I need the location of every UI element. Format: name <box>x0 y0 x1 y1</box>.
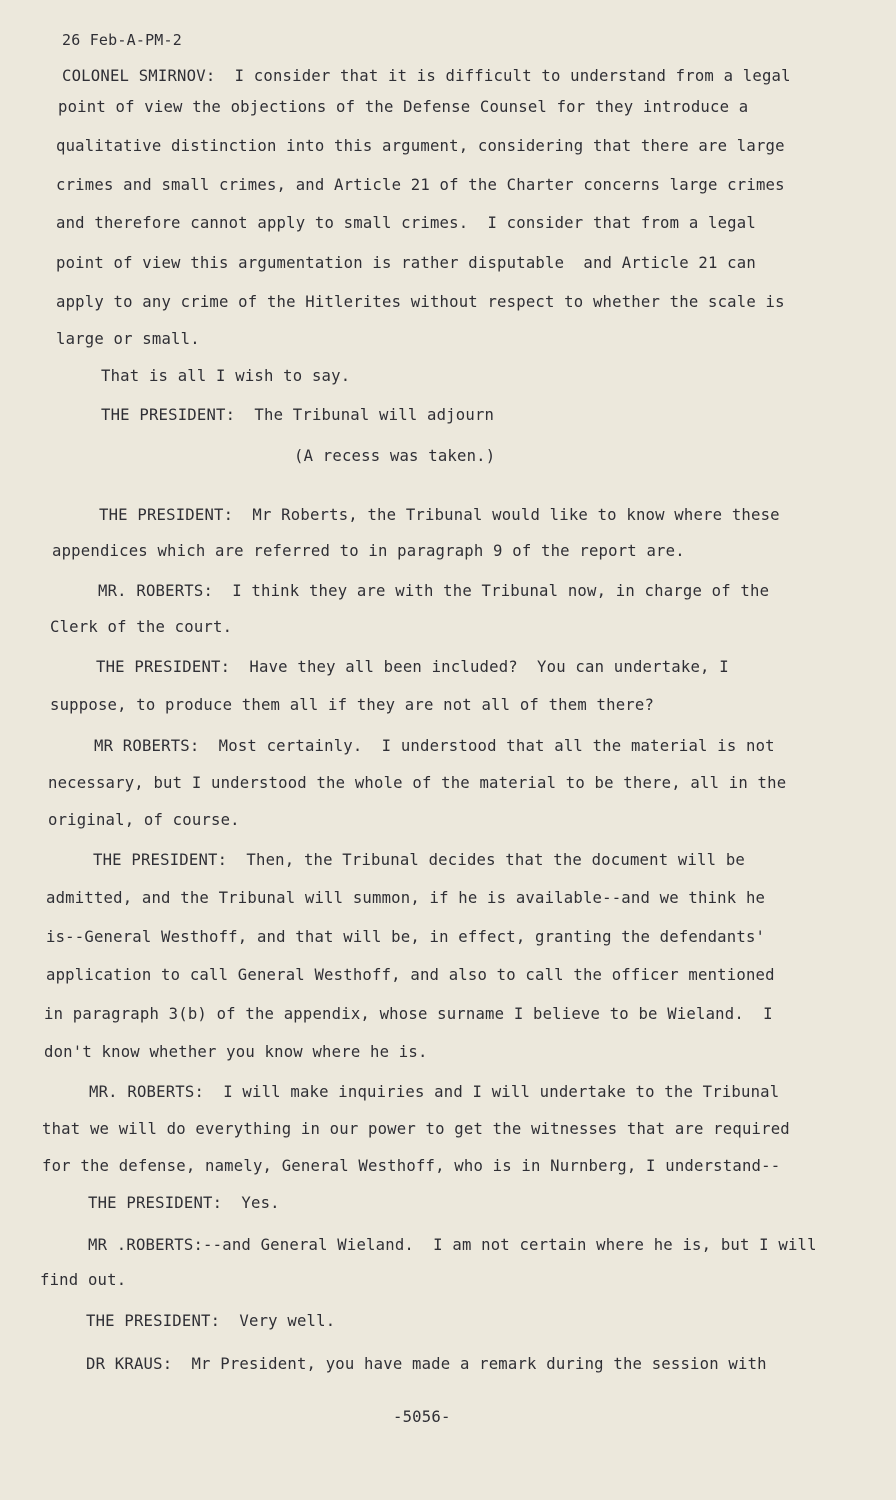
transcript-line: original, of course. <box>48 811 240 829</box>
transcript-line: for the defense, namely, General Westhoff, who is in Nurnberg, I understand-- <box>42 1157 781 1175</box>
recess-note: (A recess was taken.) <box>294 447 496 465</box>
page-reference: 26 Feb-A-PM-2 <box>62 31 182 49</box>
transcript-line: MR ROBERTS: Most certainly. I understood that all the material is not <box>94 737 775 755</box>
transcript-line: COLONEL SMIRNOV: I consider that it is difficult to understand from a legal <box>62 67 791 85</box>
transcript-line: application to call General Westhoff, and also to call the officer mentioned <box>46 966 775 984</box>
transcript-line: admitted, and the Tribunal will summon, if he is available--and we think he <box>46 889 766 907</box>
transcript-line: that we will do everything in our power to get the witnesses that are required <box>42 1120 790 1138</box>
transcript-line: appendices which are referred to in paragraph 9 of the report are. <box>52 542 685 560</box>
transcript-line: suppose, to produce them all if they are not all of them there? <box>50 696 655 714</box>
transcript-line: THE PRESIDENT: The Tribunal will adjourn <box>101 406 495 424</box>
transcript-line: THE PRESIDENT: Then, the Tribunal decides that the document will be <box>93 851 745 869</box>
transcript-line: in paragraph 3(b) of the appendix, whose surname I believe to be Wieland. I <box>44 1005 773 1023</box>
transcript-line: is--General Westhoff, and that will be, in effect, granting the defendants' <box>46 928 766 946</box>
transcript-line: That is all I wish to say. <box>101 367 351 385</box>
transcript-line: point of view this argumentation is rather disputable and Article 21 can <box>56 254 756 272</box>
transcript-line: crimes and small crimes, and Article 21 of the Charter concerns large crimes <box>56 176 785 194</box>
transcript-line: MR. ROBERTS: I think they are with the Tribunal now, in charge of the <box>98 582 770 600</box>
transcript-line: Clerk of the court. <box>50 618 233 636</box>
transcript-line: THE PRESIDENT: Yes. <box>88 1194 280 1212</box>
transcript-line: large or small. <box>56 330 200 348</box>
transcript-line: MR .ROBERTS:--and General Wieland. I am not certain where he is, but I will <box>88 1236 817 1254</box>
transcript-line: qualitative distinction into this argument, considering that there are large <box>56 137 785 155</box>
transcript-line: point of view the objections of the Defense Counsel for they introduce a <box>58 98 749 116</box>
transcript-line: find out. <box>40 1271 127 1289</box>
transcript-line: and therefore cannot apply to small crimes. I consider that from a legal <box>56 214 756 232</box>
transcript-line: don't know whether you know where he is. <box>44 1043 428 1061</box>
page-number: -5056- <box>393 1408 451 1426</box>
transcript-line: THE PRESIDENT: Mr Roberts, the Tribunal would like to know where these <box>99 506 780 524</box>
transcript-line: THE PRESIDENT: Have they all been included? You can undertake, I <box>96 658 729 676</box>
transcript-line: THE PRESIDENT: Very well. <box>86 1312 336 1330</box>
transcript-line: DR KRAUS: Mr President, you have made a remark during the session with <box>86 1355 767 1373</box>
transcript-line: necessary, but I understood the whole of the material to be there, all in the <box>48 774 787 792</box>
transcript-line: MR. ROBERTS: I will make inquiries and I will undertake to the Tribunal <box>89 1083 780 1101</box>
transcript-line: apply to any crime of the Hitlerites without respect to whether the scale is <box>56 293 785 311</box>
